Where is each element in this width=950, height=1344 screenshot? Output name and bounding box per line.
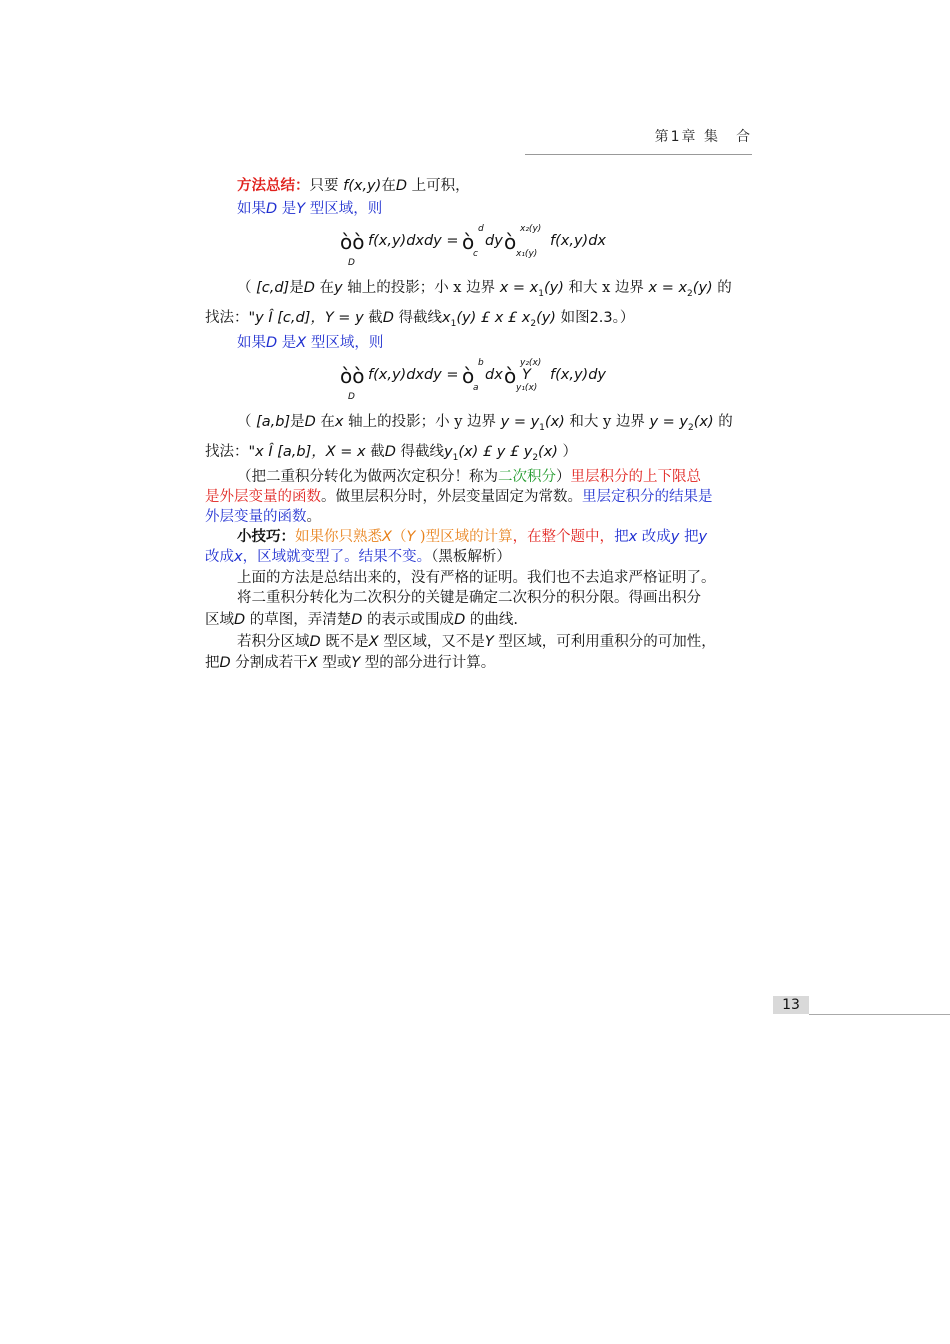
- math: (y): [536, 310, 556, 326]
- text: 区域: [205, 612, 234, 628]
- outer-upper-limit: b: [478, 358, 484, 368]
- summary-text: 上可积，: [406, 178, 470, 194]
- text: 得截线: [393, 310, 443, 326]
- outer-lower-limit: a: [473, 383, 479, 393]
- footer-rule: [809, 1014, 950, 1015]
- text: 在: [315, 414, 335, 430]
- text: 如果: [237, 335, 266, 351]
- inner-prefix: Y: [522, 367, 531, 383]
- text: 找法：: [205, 444, 249, 460]
- subscript: 1: [539, 422, 545, 433]
- highlight-red: 是外层变量的函数: [205, 489, 321, 505]
- inner-lower-limit: x₁(y): [516, 249, 538, 259]
- var-Y: Y: [351, 655, 361, 671]
- highlight-blue: 里层定积分的结果是: [582, 489, 713, 505]
- double-integral-sign: òò: [340, 364, 365, 388]
- text: 的曲线.: [465, 612, 518, 628]
- subscript: 2: [532, 452, 539, 463]
- summary-D: D: [395, 178, 407, 194]
- highlight-red: 里层积分的上下限总: [570, 469, 701, 485]
- math: "x Î [a,b]，X = x: [248, 444, 366, 460]
- integral-sign: ò: [462, 364, 475, 388]
- text: 把: [205, 655, 220, 671]
- text: 若积分区域: [237, 634, 310, 650]
- text: 的表示或围成: [362, 612, 455, 628]
- para6-line2: [205, 610, 518, 630]
- text: 和大 y 边界: [564, 414, 650, 430]
- integrand-right: f(x,y)dy: [550, 367, 606, 383]
- text: 既不是: [320, 634, 369, 650]
- summary-text: 在: [381, 178, 396, 194]
- text: 分割成若干: [230, 655, 308, 671]
- math: "y Î [c,d]，Y = y: [248, 310, 364, 326]
- highlight-blue: 外层变量的函数: [205, 509, 307, 525]
- var-x: x: [334, 414, 344, 430]
- text: 型的部分进行计算。: [360, 655, 496, 671]
- text: 型区域，可利用重积分的可加性，: [493, 634, 716, 650]
- figure-ref: 2.3: [589, 310, 613, 326]
- highlight-orange: 如果你只熟悉: [295, 529, 382, 545]
- var-D: D: [351, 612, 363, 628]
- para3-line1: [237, 467, 701, 487]
- formula-1: [340, 224, 640, 270]
- inner-upper-limit: y₂(x): [520, 358, 542, 368]
- var-x: x: [628, 529, 638, 545]
- highlight-red: ，在整个题中，: [512, 529, 615, 545]
- var-X: X: [296, 335, 307, 351]
- math: (x): [538, 444, 558, 460]
- text: 截: [363, 310, 383, 326]
- var-X: X: [382, 529, 392, 545]
- text: 如图: [555, 310, 590, 326]
- para7-line1: [237, 632, 716, 652]
- highlight-orange: )型区域的计算: [415, 529, 513, 545]
- text: 的草图，弄清楚: [245, 612, 352, 628]
- var-D: D: [382, 310, 394, 326]
- text: 。）: [612, 310, 635, 326]
- subscript: 1: [538, 288, 544, 299]
- text: 。: [306, 509, 321, 525]
- interval: [a,b]: [256, 414, 291, 430]
- math: x: [442, 310, 451, 326]
- highlight-green: 二次积分: [498, 469, 556, 485]
- text: 轴上的投影；小 x 边界: [342, 280, 500, 296]
- highlight-blue: 把: [679, 529, 699, 545]
- para7-line2: [205, 653, 495, 673]
- text: ）: [556, 469, 571, 485]
- if-Y-line: [237, 199, 382, 219]
- var-D: D: [454, 612, 466, 628]
- math: (x): [544, 414, 565, 430]
- text: （: [237, 414, 257, 430]
- text: （: [237, 280, 257, 296]
- summary-text: 只要: [309, 178, 339, 194]
- text: 型区域，则: [306, 335, 384, 351]
- math: y = y: [649, 414, 688, 430]
- var-D: D: [219, 655, 231, 671]
- outer-diff: dy: [485, 233, 503, 249]
- tip-line2: [205, 547, 511, 567]
- var-D: D: [266, 201, 278, 217]
- inner-lower-limit: y₁(x): [516, 383, 538, 393]
- text: 是: [277, 201, 297, 217]
- var-y: y: [334, 280, 343, 296]
- math: (x) £ y £ y: [458, 444, 533, 460]
- highlight-blue: 改成: [205, 549, 234, 565]
- highlight-orange: （: [391, 529, 407, 545]
- var-y: y: [698, 529, 708, 545]
- interval: [c,d]: [256, 280, 290, 296]
- domain-label: D: [348, 392, 355, 402]
- subscript: 1: [450, 318, 457, 329]
- integrand-left: f(x,y)dxdy =: [368, 367, 459, 383]
- subscript: 2: [687, 288, 693, 299]
- note1-line2: [205, 308, 634, 334]
- text: 型区域，又不是: [378, 634, 485, 650]
- if-X-line: [237, 333, 383, 353]
- var-x: x: [234, 549, 243, 565]
- var-D: D: [234, 612, 246, 628]
- subscript: 1: [452, 452, 459, 463]
- math: (y): [692, 280, 713, 296]
- var-D: D: [309, 634, 321, 650]
- text: 是: [289, 280, 304, 296]
- text: 型或: [317, 655, 352, 671]
- var-X: X: [307, 655, 318, 671]
- text: 和大 x 边界: [563, 280, 649, 296]
- tip-label: 小技巧：: [237, 528, 295, 545]
- note2-line2: [205, 442, 577, 468]
- math: (x): [693, 414, 714, 430]
- var-X: X: [368, 634, 379, 650]
- outer-upper-limit: d: [478, 224, 484, 234]
- integrand-right: f(x,y)dx: [550, 233, 606, 249]
- highlight-blue: 改成: [637, 529, 671, 545]
- text: 轴上的投影；小 y 边界: [343, 414, 501, 430]
- para3-line2: [205, 487, 713, 507]
- var-Y: Y: [484, 634, 494, 650]
- note2-line1: [237, 412, 733, 438]
- text: ）: [557, 444, 578, 460]
- var-Y: Y: [296, 201, 306, 217]
- text: 是: [290, 414, 305, 430]
- text: 找法：: [205, 310, 249, 326]
- var-D: D: [303, 280, 315, 296]
- highlight-blue: 把: [614, 529, 629, 545]
- domain-label: D: [348, 258, 355, 268]
- highlight-blue: ，区域就变型了。结果不变。: [242, 549, 432, 565]
- text: （把二重积分转化为做两次定积分！称为: [237, 469, 498, 485]
- outer-lower-limit: c: [473, 249, 478, 259]
- var-Y: Y: [406, 529, 416, 545]
- para5: 上面的方法是总结出来的，没有严格的证明。我们也不去追求严格证明了。: [237, 570, 716, 586]
- text: 。做里层积分时，外层变量固定为常数。: [321, 489, 582, 505]
- double-integral-sign: òò: [340, 230, 365, 254]
- inner-upper-limit: x₂(y): [520, 224, 542, 234]
- math: y = y: [500, 414, 540, 430]
- para6-line1: 将二重积分转化为二次积分的关键是确定二次积分的积分限。得画出积分: [237, 590, 701, 606]
- subscript: 2: [530, 318, 537, 329]
- para3-line3: [205, 507, 321, 527]
- integral-sign: ò: [504, 230, 517, 254]
- chapter-title: 第1章 集 合: [654, 129, 752, 145]
- text: 的: [713, 414, 733, 430]
- summary-label: 方法总结：: [237, 177, 310, 194]
- subscript: 2: [687, 422, 694, 433]
- text: 在: [314, 280, 334, 296]
- text: 的: [712, 280, 732, 296]
- formula-2: [340, 358, 640, 404]
- integral-sign: ò: [462, 230, 475, 254]
- math: (y): [543, 280, 564, 296]
- integrand-left: f(x,y)dxdy =: [368, 233, 459, 249]
- note1-line1: [237, 278, 732, 304]
- header-rule: [525, 154, 752, 155]
- math: x = x: [648, 280, 688, 296]
- text: 得截线: [395, 444, 445, 460]
- text: 如果: [237, 201, 266, 217]
- summary-fxy: f(x,y): [343, 178, 382, 194]
- text: 截: [365, 444, 385, 460]
- var-D: D: [304, 414, 316, 430]
- text: （黑板解析）: [431, 549, 511, 565]
- var-D: D: [266, 335, 278, 351]
- tip-line1: [237, 527, 707, 547]
- math: x = x: [499, 280, 539, 296]
- var-y: y: [670, 529, 680, 545]
- var-D: D: [384, 444, 396, 460]
- text: 型区域，则: [305, 201, 383, 217]
- text: 是: [277, 335, 297, 351]
- page-number: 13: [773, 996, 809, 1014]
- summary-line: [237, 176, 470, 196]
- integral-sign: ò: [504, 364, 517, 388]
- outer-diff: dx: [485, 367, 503, 383]
- math: y: [444, 444, 453, 460]
- math: (y) £ x £ x: [456, 310, 531, 326]
